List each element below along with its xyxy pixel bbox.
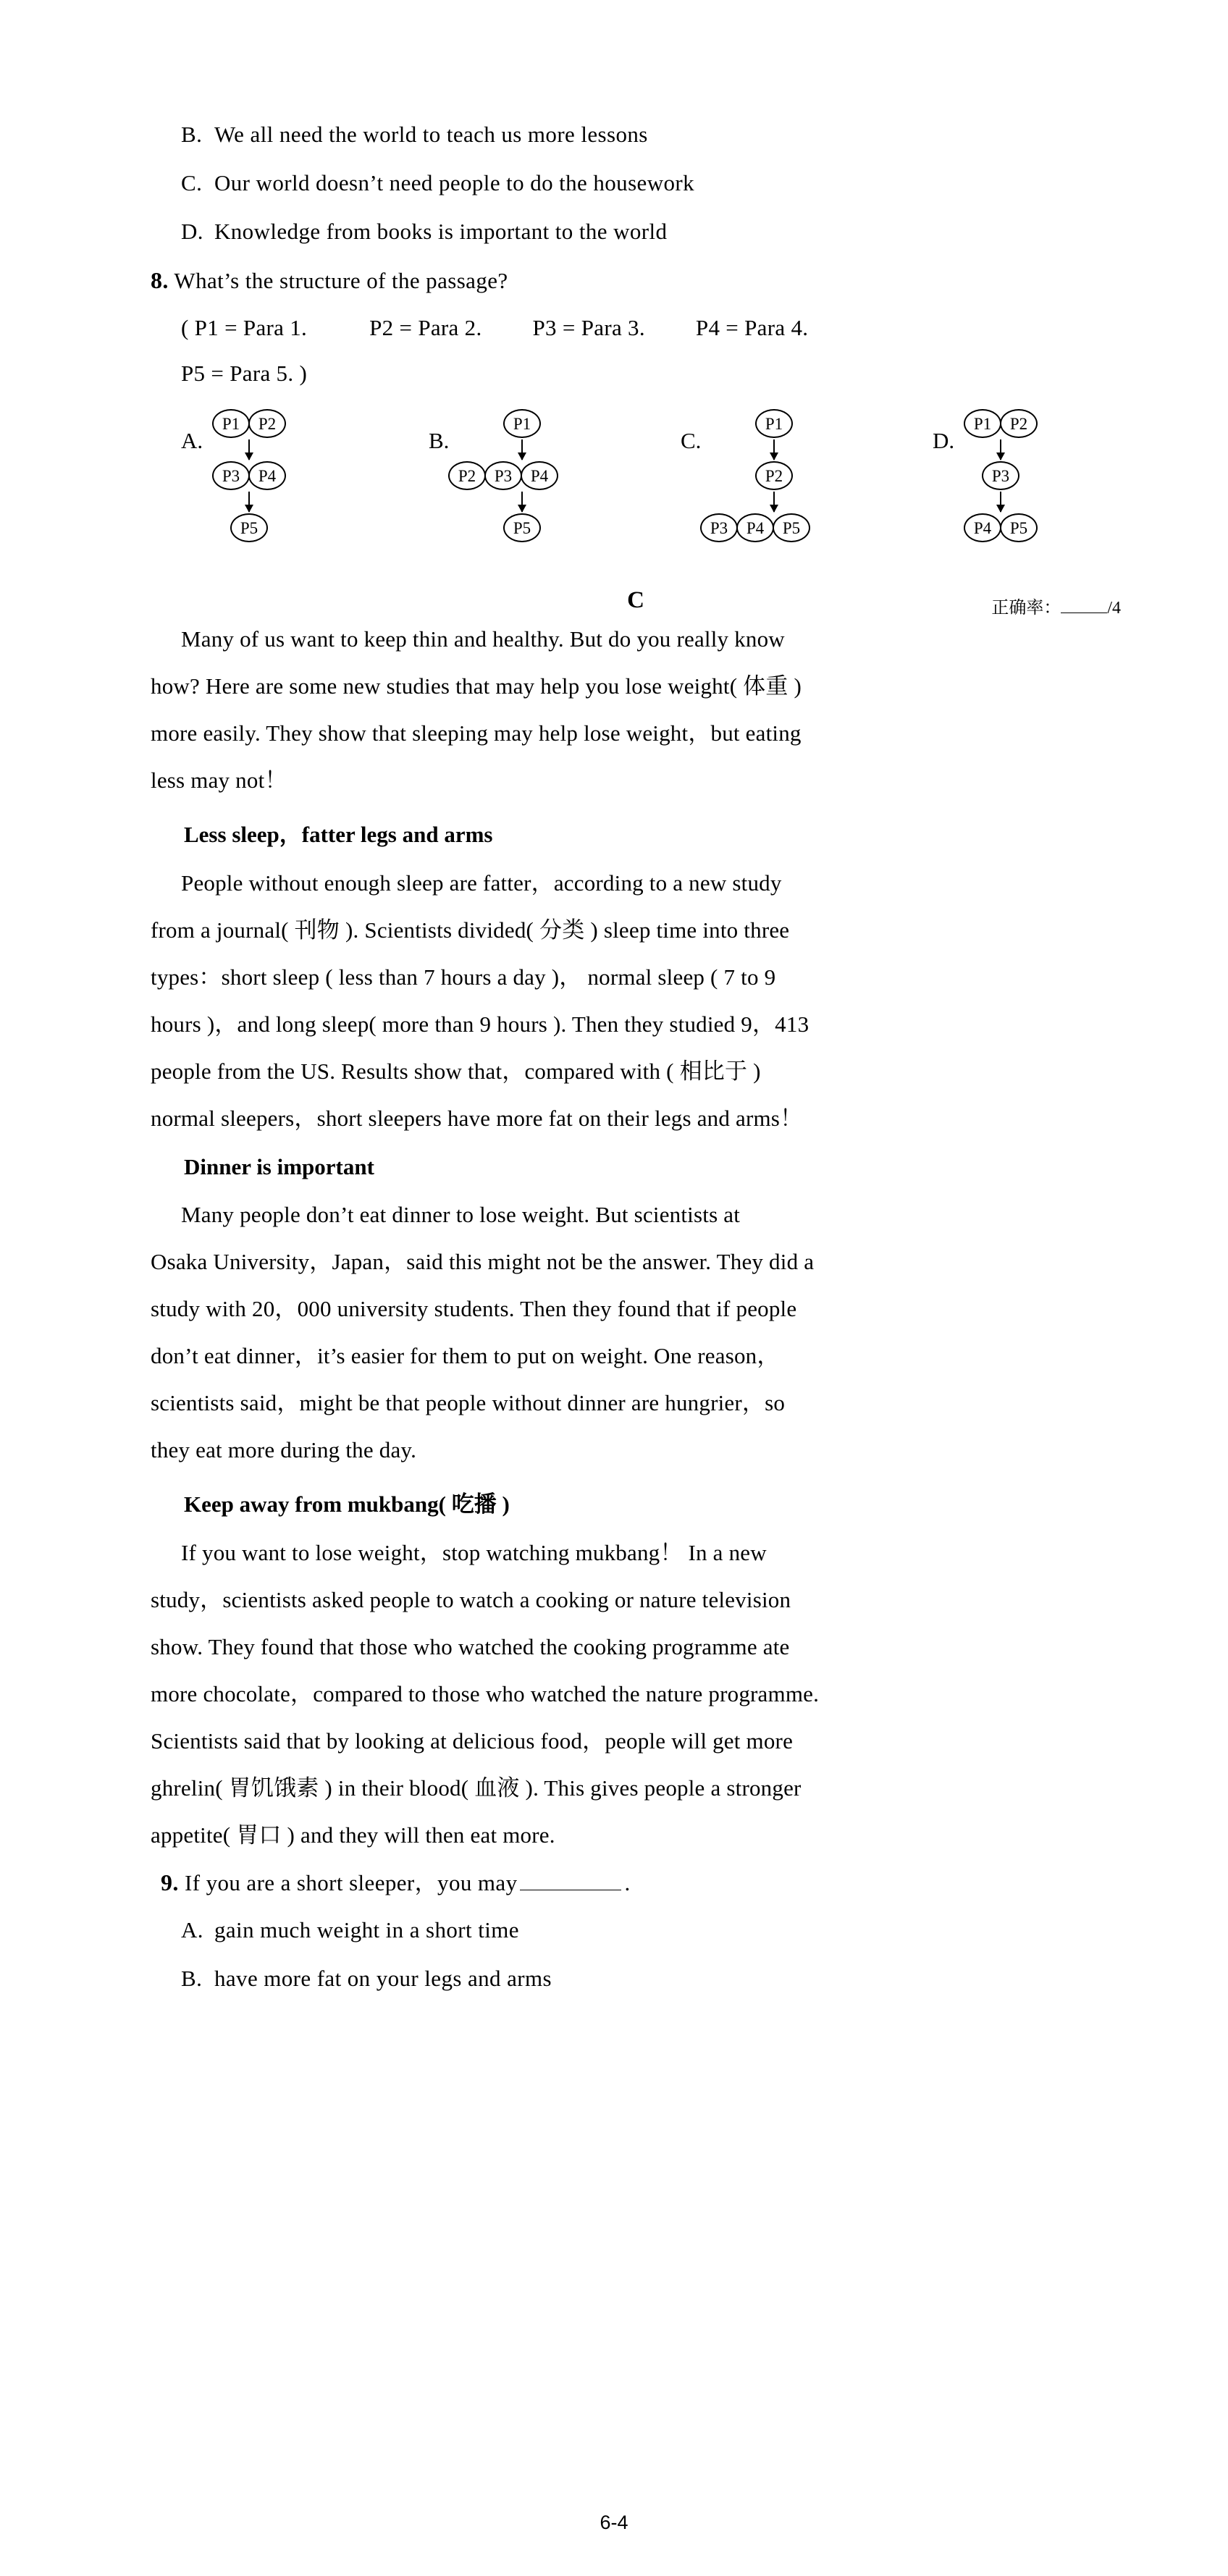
diagram-choice-label: D. — [933, 428, 955, 453]
passage-line: types：short sleep ( less than 7 hours a day )， normal sleep ( 7 to 9 — [151, 964, 776, 990]
question-text: If you are a short sleeper，you may — [184, 1870, 518, 1895]
diagram-row — [701, 512, 809, 544]
diagram-node: P2 — [248, 409, 286, 438]
passage-line: ghrelin( 胃饥饿素 ) in their blood( 血液 ). This gives people a stronger — [151, 1775, 802, 1801]
option-label: C. — [181, 170, 203, 195]
diagram-arrow-row — [964, 439, 1037, 460]
diagram-node: P3 — [484, 461, 522, 490]
page-content — [151, 123, 1121, 2016]
diagram-node: P3 — [212, 461, 250, 490]
passage-subheading: Dinner is important — [184, 1154, 374, 1179]
diagram-arrow-row — [213, 492, 285, 512]
passage-line: study，scientists asked people to watch a cooking or nature television — [151, 1587, 791, 1612]
diagram-arrow-row — [739, 492, 809, 512]
diagram-node: P3 — [700, 513, 738, 542]
diagram-row — [964, 408, 1037, 439]
passage-line: study with 20，000 university students. Then they found that if people — [151, 1296, 797, 1321]
accuracy-rate-label: 正确率： — [991, 599, 1061, 618]
structure-diagram — [181, 408, 1121, 574]
diagram-choice-label: B. — [429, 428, 450, 453]
diagram-node: P1 — [755, 409, 793, 438]
passage-line: Many people don’t eat dinner to lose weight. But scientists at — [181, 1202, 741, 1227]
diagram-arrow-row — [487, 439, 558, 460]
diagram-row — [487, 408, 558, 439]
diagram-node: P4 — [736, 513, 774, 542]
question-9-stem — [161, 1871, 1121, 1894]
diagram-node: P4 — [521, 461, 558, 490]
section-header — [151, 587, 1121, 628]
diagram-node: P5 — [503, 513, 541, 542]
passage-line: appetite( 胃口 ) and they will then eat more. — [151, 1822, 555, 1848]
accuracy-rate — [991, 593, 1121, 618]
diagram-node: P5 — [773, 513, 810, 542]
diagram-row — [739, 460, 809, 492]
option-item — [181, 123, 1121, 146]
diagram-arrow-row — [487, 492, 558, 512]
option-text: have more fat on your legs and arms — [214, 1966, 552, 1991]
diagram-node: P1 — [212, 409, 250, 438]
diagram-choice-label: A. — [181, 428, 203, 453]
diagram-node: P5 — [1000, 513, 1038, 542]
passage-line: If you want to lose weight，stop watching mukbang！ In a new — [181, 1540, 767, 1565]
passage-line: more chocolate，compared to those who watched the nature programme. — [151, 1681, 820, 1706]
diagram-row — [739, 408, 809, 439]
diagram-node: P4 — [248, 461, 286, 490]
option-text: We all need the world to teach us more lessons — [214, 122, 648, 147]
option-label: A. — [181, 1917, 203, 1942]
legend-part: P2 = Para 2. — [369, 315, 482, 340]
diagram-node: P4 — [964, 513, 1001, 542]
page-footer: 6-4 — [600, 2512, 628, 2533]
option-label: D. — [181, 219, 203, 244]
passage-line: normal sleepers，short sleepers have more fat on their legs and arms！ — [151, 1106, 803, 1131]
passage-line: they eat more during the day. — [151, 1437, 417, 1462]
question-8-stem — [151, 269, 1121, 292]
diagram-row — [487, 512, 558, 544]
question-number: 9. — [161, 1869, 179, 1895]
diagram-node: P1 — [964, 409, 1001, 438]
question-text-end: . — [624, 1870, 631, 1895]
down-arrow-icon — [248, 439, 250, 460]
question-text: What’s the structure of the passage? — [174, 268, 508, 293]
question-number: 8. — [151, 267, 169, 293]
diagram-arrow-row — [964, 492, 1037, 512]
option-item — [181, 172, 1121, 194]
question-8-legend-line-2: P5 = Para 5. ) — [181, 361, 308, 386]
diagram-node: P2 — [1000, 409, 1038, 438]
down-arrow-icon — [1000, 439, 1001, 460]
passage-subheading: Keep away from mukbang( 吃播 ) — [184, 1491, 510, 1517]
accuracy-rate-total: /4 — [1107, 599, 1121, 618]
legend-part: P4 = Para 4. — [695, 315, 809, 340]
diagram-node: P3 — [982, 461, 1019, 490]
option-label: B. — [181, 1966, 203, 1991]
option-item — [181, 1919, 1121, 1941]
option-text: Knowledge from books is important to the world — [214, 219, 668, 244]
passage-line: hours )，and long sleep( more than 9 hours ). Then they studied 9，413 — [151, 1011, 809, 1037]
passage-line: how? Here are some new studies that may help you lose weight( 体重 ) — [151, 673, 802, 699]
option-item — [181, 1967, 1121, 1990]
passage-line: Scientists said that by looking at delicious food，people will get more — [151, 1728, 794, 1754]
diagram-row — [213, 460, 285, 492]
passage-line: scientists said，might be that people without dinner are hungrier，so — [151, 1390, 786, 1415]
passage-line: less may not！ — [151, 767, 287, 793]
diagram-node: P2 — [755, 461, 793, 490]
diagram-node: P5 — [230, 513, 268, 542]
diagram-arrow-row — [213, 439, 285, 460]
option-text: gain much weight in a short time — [214, 1917, 519, 1942]
passage-line: Many of us want to keep thin and healthy. But do you really know — [181, 626, 785, 652]
passage-line: show. They found that those who watched the cooking programme ate — [151, 1634, 790, 1659]
section-letter: C — [627, 587, 644, 613]
diagram-node: P2 — [448, 461, 486, 490]
down-arrow-icon — [773, 492, 775, 512]
down-arrow-icon — [521, 492, 523, 512]
question-8-legend-line-1 — [181, 316, 1121, 339]
diagram-row — [964, 512, 1037, 544]
diagram-row — [213, 512, 285, 544]
down-arrow-icon — [521, 439, 523, 460]
down-arrow-icon — [773, 439, 775, 460]
diagram-row — [213, 408, 285, 439]
legend-part: ( P1 = Para 1. — [181, 315, 308, 340]
passage-subheading: Less sleep，fatter legs and arms — [184, 822, 493, 847]
passage-line: people from the US. Results show that，compared with ( 相比于 ) — [151, 1058, 761, 1084]
option-label: B. — [181, 122, 203, 147]
down-arrow-icon — [248, 492, 250, 512]
passage-line: People without enough sleep are fatter，according to a new study — [181, 870, 782, 896]
diagram-choice-label: C. — [681, 428, 702, 453]
passage-line: more easily. They show that sleeping may help lose weight，but eating — [151, 720, 802, 746]
legend-part: P3 = Para 3. — [532, 315, 645, 340]
option-item — [181, 220, 1121, 243]
passage-line: from a journal( 刊物 ). Scientists divided( 分类 ) sleep time into three — [151, 917, 790, 943]
option-text: Our world doesn’t need people to do the housework — [214, 170, 695, 195]
diagram-row — [449, 460, 558, 492]
diagram-row — [964, 460, 1037, 492]
passage-line: don’t eat dinner，it’s easier for them to put on weight. One reason， — [151, 1343, 780, 1368]
passage-line: Osaka University，Japan，said this might not be the answer. They did a — [151, 1249, 815, 1274]
diagram-arrow-row — [739, 439, 809, 460]
diagram-node: P1 — [503, 409, 541, 438]
down-arrow-icon — [1000, 492, 1001, 512]
